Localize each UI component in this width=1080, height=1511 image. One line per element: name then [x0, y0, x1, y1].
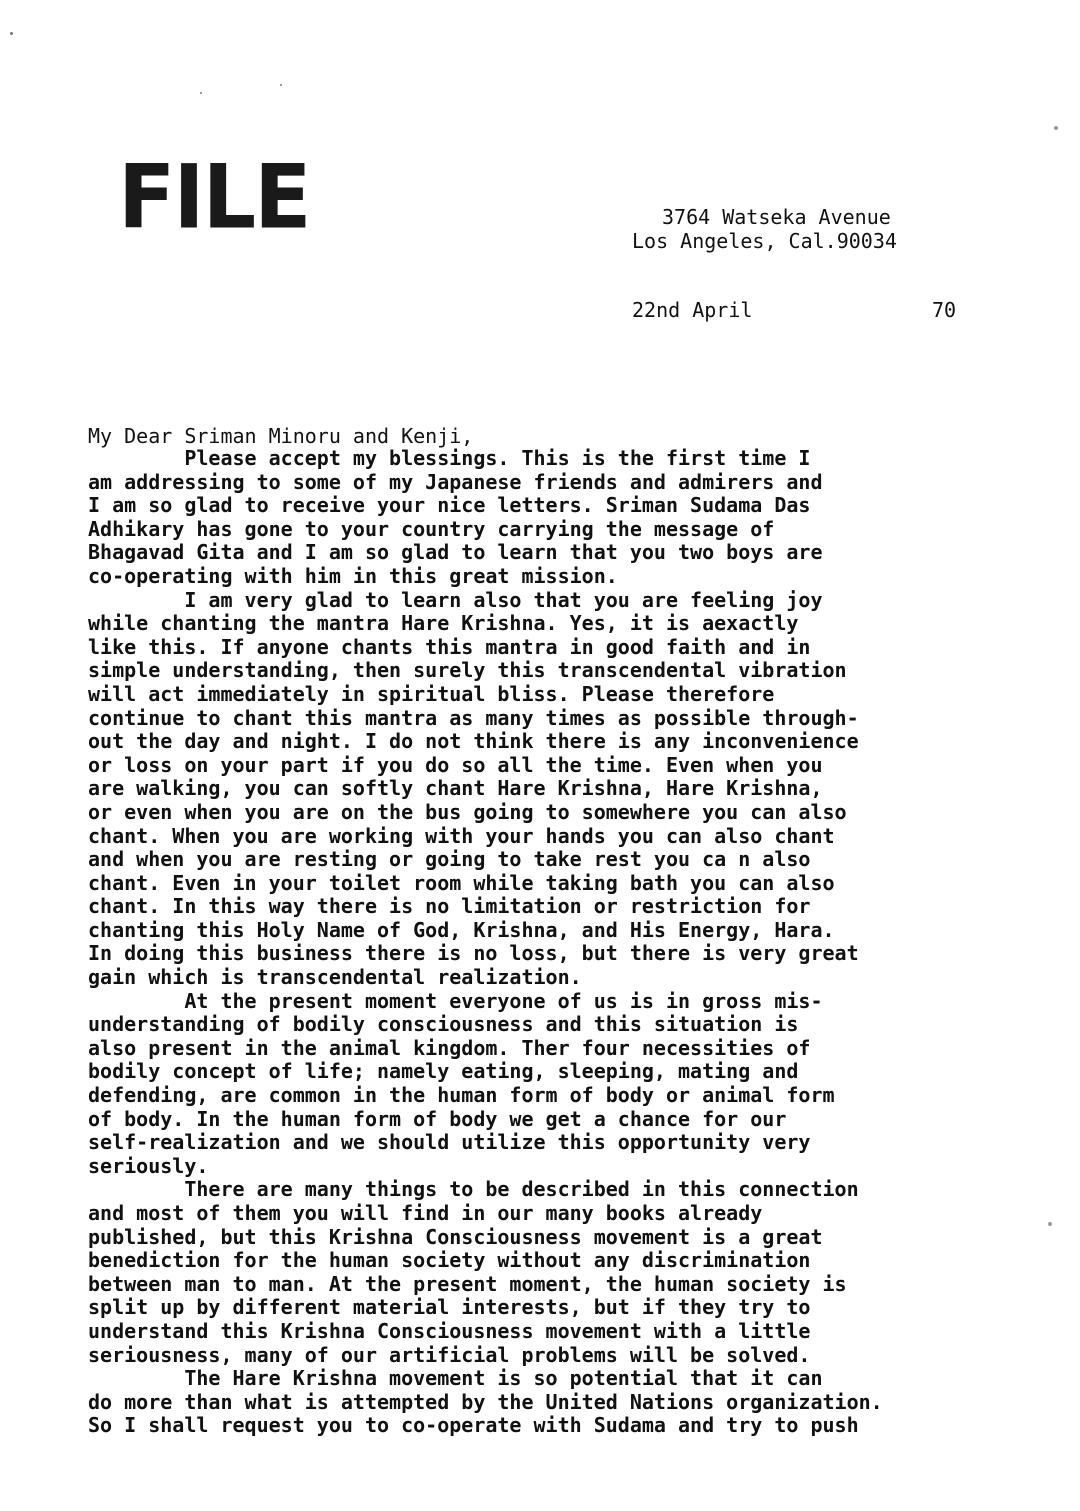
letter-line: chant. When you are working with your hands you can also chant — [88, 823, 835, 848]
letter-line: split up by different material interests, but if they try to — [88, 1295, 811, 1320]
letter-line: simple understanding, then surely this transcendental vibration — [88, 658, 847, 683]
letter-line: Bhagavad Gita and I am so glad to learn that you two boys are — [88, 540, 823, 565]
letter-line: benediction for the human society without any discrimination — [88, 1248, 811, 1273]
letter-line: seriously. — [88, 1153, 209, 1178]
scan-speck — [10, 32, 13, 35]
letter-line: Please accept my blessings. This is the first time I — [88, 446, 811, 470]
letter-line: of body. In the human form of body we get a chance for our — [88, 1106, 787, 1131]
letter-line: defending, are common in the human form of body or animal form — [88, 1083, 835, 1108]
scan-speck — [200, 92, 202, 94]
salutation: My Dear Sriman Minoru and Kenji, — [88, 424, 474, 448]
scan-speck — [1054, 126, 1058, 130]
letter-line: continue to chant this mantra as many times as possible through- — [88, 705, 859, 730]
letter-line: like this. If anyone chants this mantra in good faith and in — [88, 634, 811, 659]
letter-line: bodily concept of life; namely eating, sleeping, mating and — [88, 1059, 799, 1084]
letter-line: There are many things to be described in this connection — [88, 1177, 859, 1202]
letter-date — [632, 298, 972, 322]
letter-line: gain which is transcendental realization. — [88, 965, 582, 990]
letter-line: or loss on your part if you do so all the time. Even when you — [88, 752, 823, 777]
letter-line: while chanting the mantra Hare Krishna. Yes, it is aexactly — [88, 611, 799, 636]
letter-line: understand this Krishna Consciousness movement with a little — [88, 1318, 811, 1343]
file-stamp: FILE — [118, 145, 310, 249]
letter-line: out the day and night. I do not think there is any inconvenience — [88, 729, 859, 754]
letter-line: am addressing to some of my Japanese friends and admirers and — [88, 469, 823, 494]
letter-line: self-realization and we should utilize this opportunity very — [88, 1130, 811, 1155]
letter-line: will act immediately in spiritual bliss. Please therefore — [88, 681, 775, 706]
letter-line: do more than what is attempted by the United Nations organization. — [88, 1389, 883, 1414]
address-city: Los Angeles, Cal.90034 — [632, 229, 897, 253]
letter-body — [88, 447, 1018, 1438]
letter-line: are walking, you can softly chant Hare Krishna, Hare Krishna, — [88, 776, 823, 801]
letter-line: I am very glad to learn also that you are feeling joy — [88, 587, 823, 612]
sender-address — [632, 205, 897, 253]
letter-line: The Hare Krishna movement is so potential that it can — [88, 1366, 823, 1391]
letter-line: or even when you are on the bus going to somewhere you can also — [88, 799, 847, 824]
letter-line: also present in the animal kingdom. Ther four necessities of — [88, 1035, 811, 1060]
letter-line: chant. Even in your toilet room while taking bath you can also — [88, 870, 835, 895]
address-street: 3764 Watseka Avenue — [662, 205, 891, 229]
letter-line: In doing this business there is no loss, but there is very great — [88, 941, 859, 966]
letter-line: chant. In this way there is no limitation or restriction for — [88, 894, 811, 919]
letter-line: chanting this Holy Name of God, Krishna, and His Energy, Hara. — [88, 917, 835, 942]
scan-speck — [280, 84, 282, 86]
letter-line: co-operating with him in this great mission. — [88, 563, 618, 588]
letter-line: Adhikary has gone to your country carrying the message of — [88, 516, 775, 541]
letter-line: At the present moment everyone of us is in gross mis- — [88, 988, 823, 1013]
letter-line: and most of them you will find in our many books already — [88, 1201, 763, 1225]
scan-speck — [1048, 1222, 1052, 1226]
letter-line: seriousness, many of our artificial problems will be solved. — [88, 1342, 811, 1367]
letter-line: and when you are resting or going to take rest you ca n also — [88, 847, 811, 872]
letter-line: understanding of bodily consciousness and this situation is — [88, 1012, 799, 1037]
date-day-month: 22nd April — [632, 298, 753, 322]
letter-line: I am so glad to receive your nice letters. Sriman Sudama Das — [88, 493, 811, 518]
letter-line: So I shall request you to co-operate with Sudama and try to push — [88, 1413, 859, 1438]
letter-line: published, but this Krishna Consciousness movement is a great — [88, 1224, 823, 1249]
letter-line: between man to man. At the present moment, the human society is — [88, 1271, 847, 1296]
date-year: 70 — [932, 298, 957, 322]
